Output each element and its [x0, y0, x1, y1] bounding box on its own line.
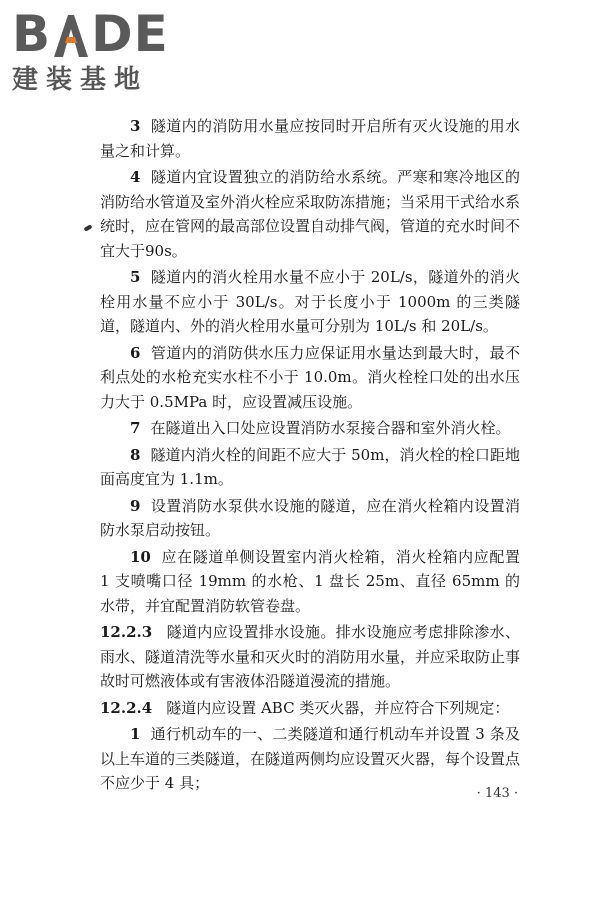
- item-10: [100, 545, 520, 619]
- sub-item-1: [100, 722, 520, 796]
- item-text: 管道内的消防供水压力应保证用水量达到最大时，最不利点处的水枪充实水柱不小于 10.0m。消火栓栓口处的出水压力大于 0.5MPa 时，应设置减压设施。: [100, 343, 520, 411]
- item-text: 应在隧道单侧设置室内消火栓箱，消火栓箱内应配置 1 支喷嘴口径 19mm 的水枪、1 盘长 25m、直径 65mm 的水带，并宜配置消防软管卷盘。: [100, 547, 520, 615]
- document-body: [100, 114, 520, 798]
- item-6: [100, 341, 520, 415]
- item-9: [100, 494, 520, 543]
- item-text: 在隧道出入口处应设置消防水泵接合器和室外消火栓。: [150, 419, 511, 437]
- logo-letter-d: D: [91, 5, 134, 63]
- page-number: · 143 ·: [476, 786, 518, 801]
- item-text: 设置消防水泵供水设施的隧道，应在消火栓箱内设置消防水泵启动按钮。: [100, 496, 520, 539]
- item-text: 隧道内的消火栓用水量不应小于 20L/s，隧道外的消火栓用水量不应小于 30L/s。对于长度小于 1000m 的三类隧道，隧道内、外的消火栓用水量可分别为 10L/s 和 20L/s。: [100, 268, 520, 335]
- logo-subtitle: 建装基地: [12, 65, 149, 95]
- logo-letter-b: B: [12, 5, 52, 63]
- item-text: 隧道内的消防用水量应按同时开启所有灭火设施的用水量之和计算。: [100, 117, 520, 160]
- clause-12-2-4: [100, 696, 520, 721]
- item-number: 1: [130, 725, 141, 743]
- logo-a-shape: [52, 13, 90, 57]
- scan-mark: [84, 224, 93, 231]
- item-3: [100, 114, 520, 163]
- item-8: [100, 443, 520, 492]
- logo-wordmark: [12, 6, 182, 62]
- item-number: 10: [130, 547, 151, 566]
- logo-letter-e: E: [133, 5, 169, 63]
- item-number: 5: [130, 268, 141, 286]
- item-text: 隧道内宜设置独立的消防给水系统。严寒和寒冷地区的消防给水管道及室外消火栓应采取防冻措施；当采用干式给水系统时，应在管网的最高部位设置自动排气阀，管道的充水时间不宜大于90s。: [100, 168, 521, 260]
- logo: [12, 6, 182, 96]
- item-number: 9: [130, 496, 141, 515]
- item-4: [100, 165, 520, 263]
- item-5: [100, 265, 520, 339]
- clause-number: 12.2.4: [100, 698, 153, 717]
- item-number: 8: [130, 445, 141, 464]
- item-number: 7: [130, 419, 141, 437]
- logo-a-glyph: [52, 12, 90, 56]
- clause-12-2-3: [100, 620, 520, 694]
- item-number: 6: [130, 343, 141, 362]
- item-7: [100, 416, 520, 441]
- clause-text: 隧道内应设置 ABC 类灭火器，并应符合下列规定：: [166, 698, 510, 717]
- item-text: 通行机动车的一、二类隧道和通行机动车并设置 3 条及以上车道的三类隧道，在隧道两侧均应设置灭火器，每个设置点不应少于 4 具；: [100, 725, 521, 792]
- item-number: 3: [130, 117, 141, 135]
- item-text: 隧道内消火栓的间距不应大于 50m，消火栓的栓口距地面高度宜为 1.1m。: [100, 445, 520, 488]
- item-number: 4: [130, 168, 141, 186]
- clause-text: 隧道内应设置排水设施。排水设施应考虑排除渗水、雨水、隧道清洗等水量和灭火时的消防用水量，并应采取防止事故时可燃液体或有害液体沿隧道漫流的措施。: [100, 623, 521, 690]
- clause-number: 12.2.3: [100, 623, 153, 641]
